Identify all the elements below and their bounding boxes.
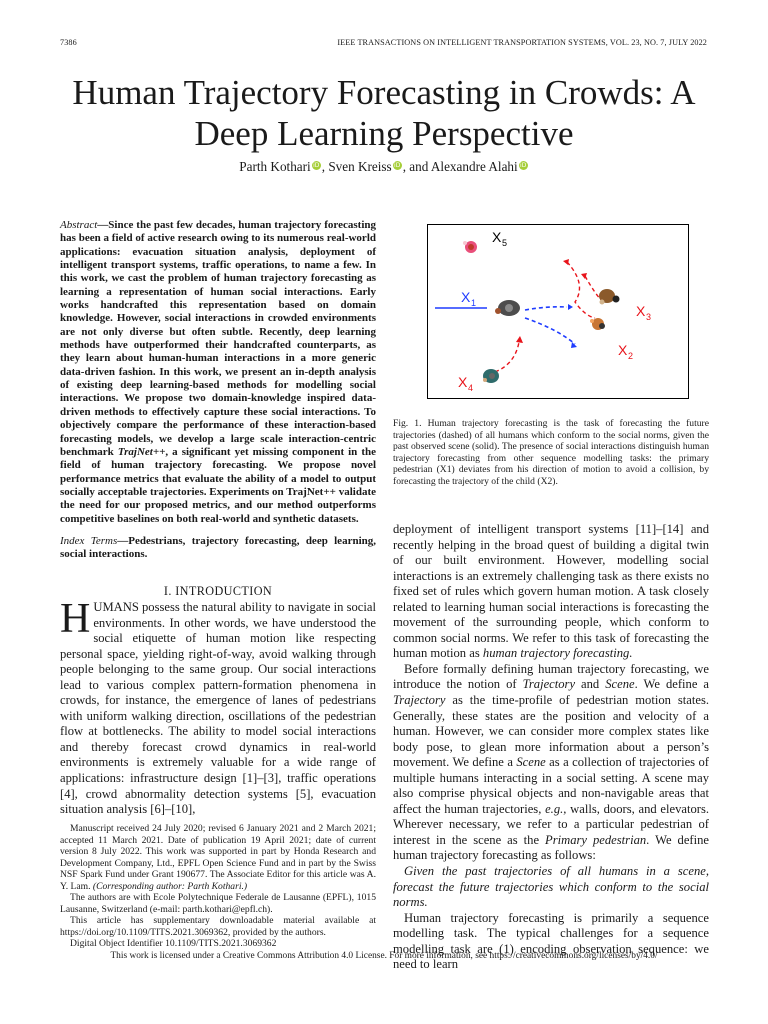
rc-p2d: as the time-profile of pedestrian motion states. Generally, these states are the position and velocity of a human. However, we can consider more complex states like body pose, to glean more information about a person’s movement. We define a — [393, 693, 709, 770]
rc-p2e: as a collection of trajectories of multiple humans interacting in a social setting. A scene may also comprise physical objects and non-navigable areas that affect the human trajectories, — [393, 755, 709, 816]
rc-p4: Human trajectory forecasting is primarily a sequence modelling task. The typical challenges for a sequence modelling task are (1) encoding observation sequence: we need to learn — [393, 910, 709, 972]
footnote-supplementary: This article has supplementary downloadable material available at https://doi.org/10.1109/TITS.2021.3069362, provided by the authors. — [60, 915, 376, 938]
paper-title: Human Trajectory Forecasting in Crowds: A Deep Learning Perspective — [72, 73, 696, 153]
abstract-label: Abstract — [60, 219, 98, 231]
rc-term-scene: Scene — [605, 677, 635, 692]
label-x2: X — [618, 342, 628, 358]
license-notice: This work is licensed under a Creative Commons Attribution 4.0 License. For more information, see https://creativecommons.org/licenses/by/4.0/ — [110, 951, 658, 961]
pedestrian-x4-icon — [483, 369, 499, 383]
rc-term-primary: Primary pedestrian — [545, 832, 647, 847]
rc-definition: Given the past trajectories of all humans in a scene, forecast the future trajectories which conform to the social norms. — [393, 864, 709, 910]
page-number: 7386 — [60, 38, 77, 47]
author-name: Alexandre Alahi — [430, 159, 518, 174]
abstract-text: —Since the past few decades, human trajectory forecasting has been a field of active research owing to its numerous real-world applications: evacuation situation analysis, deployment of intelligent transport systems, traffic operations, to name a few. In this work, we cast the problem of human trajectory forecasting as learning a representation of human social interactions. Early works handcrafted this representation based on domain knowledge. However, social interactions in crowded environments are not only diverse but often subtle. Recently, deep learning methods have outperformed their handcrafted counterparts, as they learn about human-human interactions in a more generic data-driven fashion. In this work, we present an in-depth analysis of existing deep learning-based methods for modelling social interactions. We propose two domain-knowledge inspired data-driven methods to effectively capture these social interactions. To objectively compare the performance of these interaction-based forecasting models, we develop a large scale interaction-centric benchmark — [60, 219, 376, 458]
index-terms — [60, 535, 376, 562]
rc-p2a: Before formally defining human trajectory forecasting, we introduce the notion of — [393, 661, 709, 692]
footnote-manuscript: Manuscript received 24 July 2020; revised 6 January 2021 and 2 March 2021; accepted 11 March 2021. Date of publication 19 April 2021; date of current version 8 July 2022. This work was supported in part by Honda Research and Development Company, Ltd., EPFL Open Science Fund and in part by the Swiss NSF Spark Fund under Grant 190677. The Associate Editor for this article was A. Y. Lam. — [60, 823, 376, 892]
intro-text: possess the natural ability to navigate in social environments. In other words, we have understood the social etiquette of human motion like respecting personal space, yielding right-of-way, avoid walking through people belonging to the same group. Our social interactions lead to various complex pattern-formation phenomena in crowds, for instance, the emergence of lanes of pedestrians with uniform walking direction, oscillations of the pedestrian flow at bottlenecks. The ability to model social interactions and thereby forecast crowd dynamics in real-world environments is extremely valuable for a wide range of applications: infrastructure design [1]–[3], traffic operations [4], crowd abnormality detection systems [5], evacuation situation analysis [6]–[10], — [60, 600, 376, 817]
label-x4-sub: 4 — [468, 383, 474, 393]
label-x1: X — [461, 289, 471, 305]
rc-p1-em: human trajectory forecasting. — [482, 646, 633, 661]
author-list: Parth Kothari iD , Sven Kreiss iD , and Alexandre Alahi iD — [239, 159, 527, 174]
index-terms-label: Index Terms — [60, 535, 118, 547]
rc-term-trajectory: Trajectory — [522, 677, 576, 692]
label-x2-sub: 2 — [628, 351, 634, 361]
figure-caption: Fig. 1. Human trajectory forecasting is the task of forecasting the future trajectories (dashed) of all humans which conform to the social norms, given the past observed scene (solid). The presence of social interactions distinguish human trajectory forecasting from other sequence modelling tasks: the primary pedestrian (X1) deviates from his direction of motion to avoid a collision, by forecasting the trajectory of the child (X2). — [393, 418, 709, 487]
rc-p2b: and — [575, 677, 606, 692]
rc-p2c: . We define a — [634, 677, 710, 692]
footnote-affiliation: The authors are with Ecole Polytechnique Federale de Lausanne (EPFL), 1015 Lausanne, Switzerland (e-mail: parth.kothari@epfl.ch). — [60, 892, 376, 915]
benchmark-name: TrajNet++ — [117, 445, 166, 458]
footnote-corresponding: (Corresponding author: Parth Kothari.) — [92, 880, 248, 892]
label-x5: X — [492, 229, 502, 245]
orcid-icon[interactable]: iD — [313, 162, 320, 169]
rc-p2f: walls, doors, and elevators. Wherever necessary, we refer to a particular pedestrian of interest in the scene as the — [393, 801, 709, 847]
rc-p2g: . We define human trajectory forecasting as follows: — [393, 832, 710, 863]
section-heading: I. INTRODUCTION — [163, 584, 273, 598]
abstract-text-end: , a significant yet missing component in the field of human trajectory forecasting. We propose novel performance metrics that evaluate the ability of a model to output socially acceptable trajectories. Experiments on TrajNet++ validate the need for our proposed metrics, and our method outperforms competitive baselines on both real-world and synthetic datasets. — [60, 445, 376, 525]
drop-cap: H — [60, 596, 91, 642]
trajectory-figure — [427, 224, 689, 399]
label-x3: X — [636, 303, 646, 319]
rc-term-scene-2: Scene — [516, 755, 546, 770]
author-name: Parth Kothari — [239, 159, 311, 174]
label-x5-sub: 5 — [502, 238, 508, 248]
author-separator: , and — [402, 159, 431, 174]
orcid-icon[interactable]: iD — [520, 162, 527, 169]
rc-p1: deployment of intelligent transport systems [11]–[14] and recently helping in the broad quest of building a digital twin of our built environment. However, modelling social interactions is an extremely challenging task as there exists no fixed set of rules which govern human motion. A task closely related to learning human social interactions is forecasting the movement of the surrounding people, which conform to common social norms. We refer to this task of forecasting the human motion as — [393, 522, 709, 661]
orcid-icon[interactable]: iD — [394, 162, 401, 169]
label-x3-sub: 3 — [646, 312, 652, 322]
label-x1-sub: 1 — [471, 298, 477, 308]
rc-eg: e.g., — [545, 801, 567, 816]
footnote-doi: Digital Object Identifier 10.1109/TITS.2021.3069362 — [70, 938, 277, 949]
footnote — [60, 823, 376, 950]
index-terms-text: —Pedestrians, trajectory forecasting, deep learning, social interactions. — [60, 535, 376, 561]
abstract — [60, 219, 376, 526]
intro-paragraph — [60, 596, 376, 818]
intro-caps: UMANS — [93, 600, 139, 614]
rc-term-trajectory-2: Trajectory — [393, 693, 446, 708]
author-name: Sven Kreiss — [328, 159, 392, 174]
journal-header: IEEE TRANSACTIONS ON INTELLIGENT TRANSPORTATION SYSTEMS, VOL. 23, NO. 7, JULY 2022 — [337, 38, 707, 47]
right-column-text — [393, 522, 709, 973]
label-x4: X — [458, 374, 468, 390]
